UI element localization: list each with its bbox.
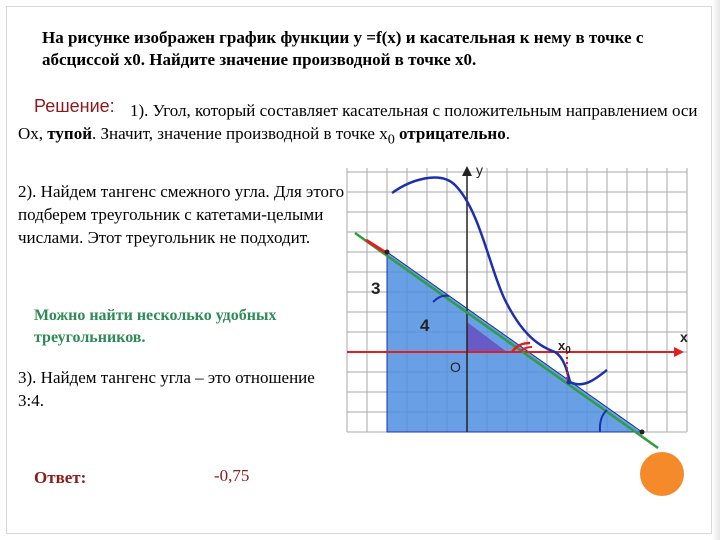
origin-label: O [450, 359, 461, 375]
problem-title: На рисунке изображен график функции y =f(x) и касательная к нему в точке с абсциссой x0. Найдите значение производной в точке x0. [42, 28, 644, 69]
solution-label: Решение: [34, 96, 115, 116]
x0-label: $x_0$ [558, 338, 571, 356]
answer-label: Ответ: [34, 468, 87, 487]
y-axis-label: y [476, 162, 483, 178]
answer-value: -0,75 [214, 466, 250, 485]
right-triangle [387, 252, 642, 432]
solution-step-1: 1). Угол, который составляет касательная с положительным направлением оси Ох, тупой. Значит, значение производной в точке $x_0$ отрицательно. [18, 101, 698, 148]
y-axis-arrow [462, 166, 472, 176]
curve-point [567, 380, 572, 385]
leg-vertical-label: 3 [371, 279, 381, 298]
solution-step-3: 3). Найдем тангенс угла – это отношение 3:4. [18, 368, 315, 410]
leg-horizontal-label: 4 [420, 316, 430, 335]
orange-circle [640, 452, 684, 496]
x-axis-label: x [680, 329, 688, 345]
x-axis-arrow [674, 347, 684, 357]
triangle-vertex-top [385, 250, 390, 255]
solution-step-2: 2). Найдем тангенс смежного угла. Для этого подберем треугольник с катетами-целыми числами. Этот треугольник не подходит. [18, 182, 345, 247]
triangle-vertex-bottom [640, 430, 645, 435]
hint-text: Можно найти несколько удобных треугольников. [34, 307, 277, 346]
